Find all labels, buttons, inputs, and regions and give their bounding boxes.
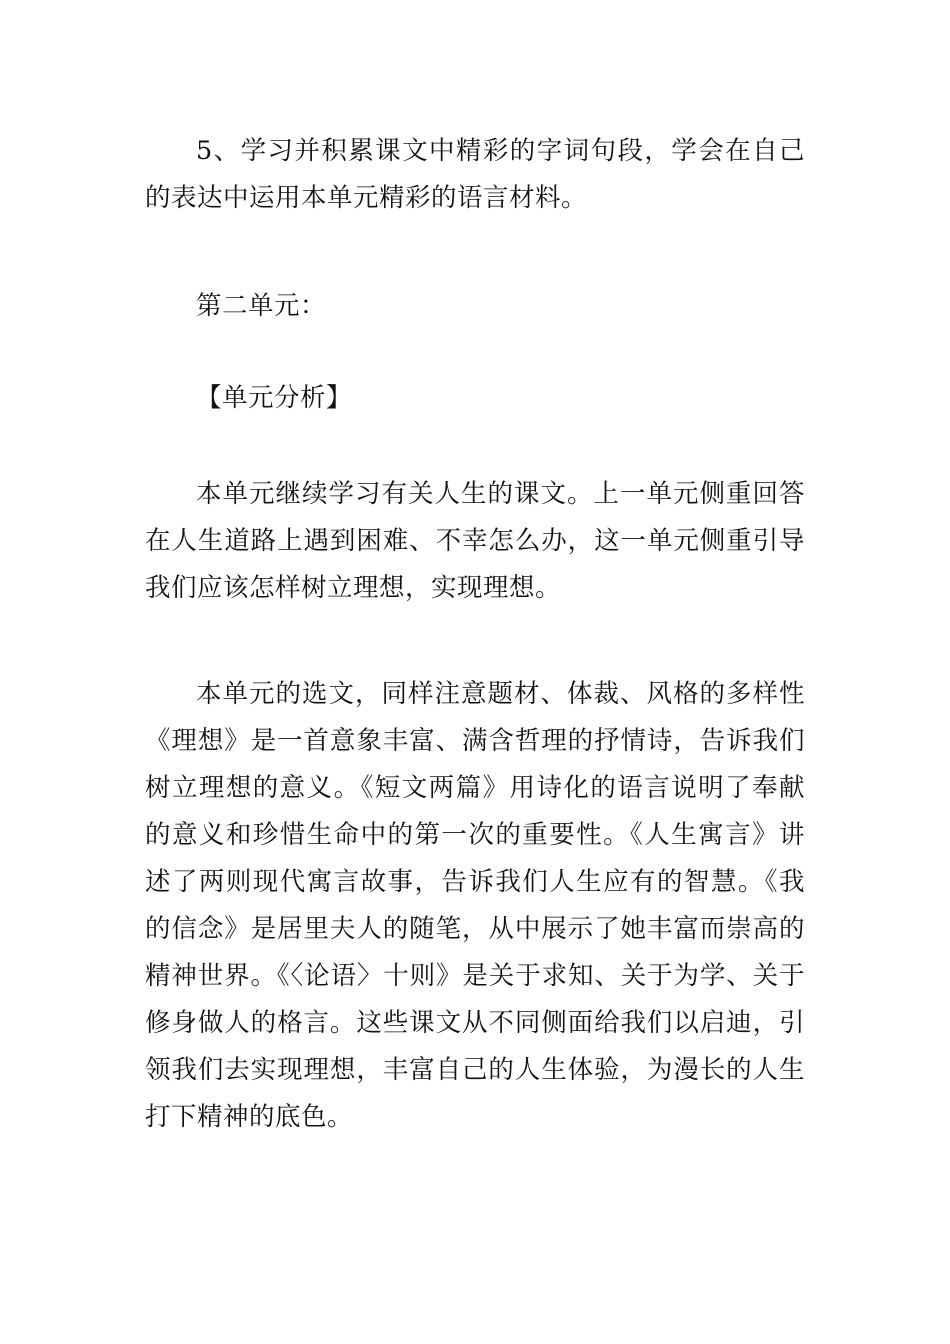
paragraph-unit-selections: 本单元的选文，同样注意题材、体裁、风格的多样性《理想》是一首意象丰富、满含哲理的抒情诗，告诉我们树立理想的意义。《短文两篇》用诗化的语言说明了奉献的意义和珍惜生命中的第一次的重要性。《人生寓言》讲述了两则现代寓言故事，告诉我们人生应有的智慧。《我的信念》是居里夫人的随笔，从中展示了她丰富而崇高的精神世界。《〈论语〉十则》是关于求知、关于为学、关于修身做人的格言。这些课文从不同侧面给我们以启迪，引领我们去实现理想，丰富自己的人生体验，为漫长的人生打下精神的底色。 xyxy=(145,679,805,1132)
unit-heading: 第二单元： xyxy=(196,291,327,321)
section-heading-unit-analysis: 【单元分析】 xyxy=(196,383,353,413)
paragraph-learning-goal-5: 5、学习并积累课文中精彩的字词句段，学会在自己的表达中运用本单元精彩的语言材料。 xyxy=(145,136,805,213)
paragraph-unit-intro: 本单元继续学习有关人生的课文。上一单元侧重回答在人生道路上遇到困难、不幸怎么办，这一单元侧重引导我们应该怎样树立理想，实现理想。 xyxy=(145,479,805,603)
